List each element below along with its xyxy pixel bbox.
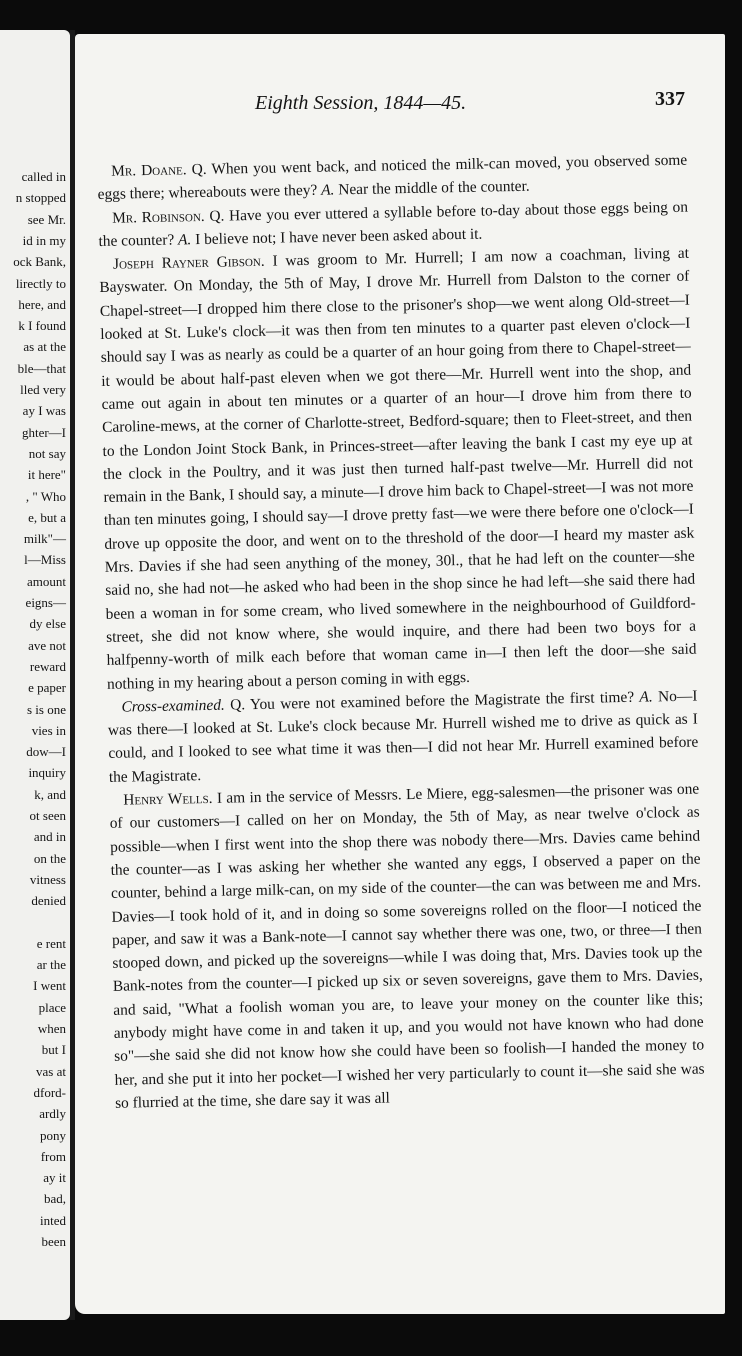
scan-shadow: [725, 30, 742, 1320]
left-margin-fragment: called in: [21, 169, 66, 184]
left-margin-fragment: dford-: [33, 1084, 66, 1100]
testimony-text: I was groom to Mr. Hurrell; I am now a coachman, living at Bayswater. On Monday, the 5th of May, I drove Mr. Hurrell from Dalston to the corner of Chapel-street—I dropped him there close to the prisoner's shop—we went along Old-street—I looked at St. Luke's clock—it was then from ten minutes to a quarter past eleven o'clock—I should say I was as nearly as could be a quarter of an hour going from there to Chapel-street—it would be about half-past eleven when we got there—Mr. Hurrell went into the shop, and came out again in about ten minutes or a quarter of an hour—I drove him from there to Caroline-mews, at the corner of Charlotte-street, Bedford-square; then to Fleet-street, and then to the London Joint Stock Bank, in Princes-street—after leaving the bank I cast my eye up at the clock in the Poultry, and it was just then turned half-past twelve—Mr. Hurrell did not remain in the Bank, I should say, a minute—I drove him back to Chapel-street—I was not more than ten minutes going, I should say—I drove pretty fast—we were there before one o'clock—I drove up opposite the door, and went on to the threshold of the door—I heard my master ask Mrs. Davies if she had seen anything of the money, 30l., that he had left on the counter—she said no, she had not—he asked who had been in the shop since he had left—she said there had been a woman in for some cream, who lived somewhere in the neighbourhood of Guildford-street, she did not know where, she would inquire, and there had been two boys for a halfpenny-worth of milk each before that woman came in—I then left the door—she said nothing in my hearing about a person coming in with eggs.: [99, 244, 697, 693]
left-margin-fragment: n stopped: [15, 190, 66, 206]
left-margin-fragment: ay I was: [22, 403, 66, 419]
left-margin-fragment: dy else: [29, 616, 66, 632]
left-margin-fragment: ock Bank,: [13, 254, 66, 270]
paragraph-gibson: [99, 242, 697, 696]
left-margin-fragment: on the: [33, 850, 66, 866]
left-margin-fragment: k, and: [34, 786, 66, 802]
left-margin-fragment: ghter—I: [21, 424, 66, 440]
left-margin-fragment: and in: [33, 829, 66, 845]
answer-label: A.: [639, 688, 653, 706]
body-text: [97, 149, 705, 1115]
running-head: Eighth Session, 1844—45.: [255, 92, 467, 114]
left-margin-fragment: from: [40, 1148, 66, 1164]
left-margin-fragment: k I found: [18, 318, 66, 334]
left-margin-fragment: ardly: [39, 1106, 66, 1122]
left-margin-fragment: but I: [41, 1042, 66, 1058]
left-margin-fragment: as at the: [23, 339, 66, 355]
left-margin-fragment: not say: [28, 445, 66, 461]
question-text: You were not examined before the Magistrate the first time?: [249, 688, 635, 713]
left-margin-fragment: lled very: [20, 382, 66, 397]
left-margin-fragment: ave not: [28, 637, 66, 653]
left-margin-fragment: see Mr.: [27, 211, 66, 227]
left-margin-fragment: e, but a: [28, 509, 66, 525]
left-margin-fragment: reward: [29, 658, 66, 674]
left-margin-fragment: vies in: [31, 722, 66, 738]
page-header: [75, 88, 725, 122]
left-margin-fragment: it here": [27, 467, 66, 483]
speaker-name: Mr. Robinson.: [111, 207, 205, 227]
left-margin-fragment: been: [41, 1234, 66, 1249]
speaker-name: Mr. Doane.: [111, 161, 187, 180]
answer-label: A.: [177, 231, 192, 249]
right-page: [75, 34, 725, 1314]
left-margin-fragment: ar the: [36, 957, 66, 973]
left-margin-fragment: amount: [27, 573, 66, 589]
answer-label: A.: [320, 181, 335, 199]
answer-text: Near the middle of the counter.: [338, 177, 530, 199]
left-margin-fragment: I went: [33, 978, 66, 994]
page-number: 337: [655, 88, 685, 110]
left-margin-fragment: inquiry: [28, 765, 66, 781]
left-margin-fragment: denied: [31, 893, 66, 909]
left-margin-fragment: dow—I: [26, 744, 66, 760]
speaker-name: Cross-examined.: [121, 696, 225, 716]
left-margin-fragment: vitness: [29, 871, 66, 887]
left-margin-fragment: lirectly to: [15, 275, 66, 291]
left-margin-fragment: ay it: [43, 1170, 66, 1186]
paragraph-wells: [109, 778, 705, 1115]
left-margin-fragment: l—Miss: [24, 552, 66, 568]
speaker-name: Joseph Rayner Gibson.: [112, 252, 265, 273]
question-text: Have you ever uttered a syllable before to-day about those eggs being on the counter?: [98, 198, 689, 250]
left-margin-fragment: milk"—: [23, 531, 66, 547]
question-label: Q.: [191, 160, 207, 179]
answer-text: I believe not; I have never been asked about it.: [194, 225, 483, 249]
left-margin-fragment: here, and: [18, 296, 66, 312]
left-margin-fragment: bad,: [43, 1191, 66, 1207]
testimony-text: I am in the service of Messrs. Le Miere, egg-salesmen—the prisoner was one of our customers—I called on her on Monday, the 5th of May, as near twelve o'clock as possible—when I first went into the shop there was nobody there—Mrs. Davies came behind the counter—as I was asking her whether she wanted any eggs, I observed a paper on the counter, behind a large milk-can, on my side of the counter—the can was between me and Mrs. Davies—I took hold of it, and in doing so some sovereigns rolled on the floor—I noticed the paper, and saw it was a Bank-note—I cannot say whether there was one, two, or three—I then stooped down, and picked up the sovereigns—while I was doing that, Mrs. Davies took up the Bank-notes from the counter—I picked up six or seven sovereigns, gave them to Mrs. Davies, and said, "What a foolish woman you are, to leave your money on the counter like this; anybody might have come in and taken it up, and you would not have known who had done so"—she said she did not know how she could have been so foolish—I handed the money to her, and she put it into her pocket—I wished her very particularly to count it—she said she was so flurried at the time, she dare say it was all: [109, 780, 705, 1112]
left-page-edge: [0, 30, 70, 1320]
left-margin-fragment: e rent: [36, 935, 66, 951]
left-margin-fragment: place: [38, 999, 66, 1015]
left-margin-fragment: ot seen: [29, 808, 66, 823]
left-margin-fragment: s is one: [27, 701, 66, 717]
left-margin-fragment: vas at: [36, 1063, 66, 1079]
left-margin-fragment: e paper: [28, 680, 66, 696]
left-margin-fragment: inted: [40, 1212, 66, 1228]
left-margin-fragment: ble—that: [17, 360, 66, 376]
speaker-name: Henry Wells.: [123, 789, 213, 809]
question-label: Q.: [209, 207, 225, 225]
left-margin-fragment: pony: [40, 1127, 66, 1143]
left-margin-fragment: when: [37, 1021, 66, 1036]
left-margin-fragment: id in my: [22, 232, 66, 248]
question-label: Q.: [229, 696, 246, 714]
answer-text: No—I was there—I looked at St. Luke's clock because Mr. Hurrell wished me to drive as quick as I could, and I looked to see what time it was then—I did not hear Mr. Hurrell examined before the Magistrate.: [107, 687, 699, 786]
left-margin-fragment: , " Who: [25, 488, 66, 504]
paragraph-cross-examined: [107, 684, 699, 788]
question-text: When you went back, and noticed the milk-can moved, you observed some eggs there; whereabouts were they?: [97, 151, 688, 204]
left-margin-fragment: eigns—: [25, 595, 66, 610]
